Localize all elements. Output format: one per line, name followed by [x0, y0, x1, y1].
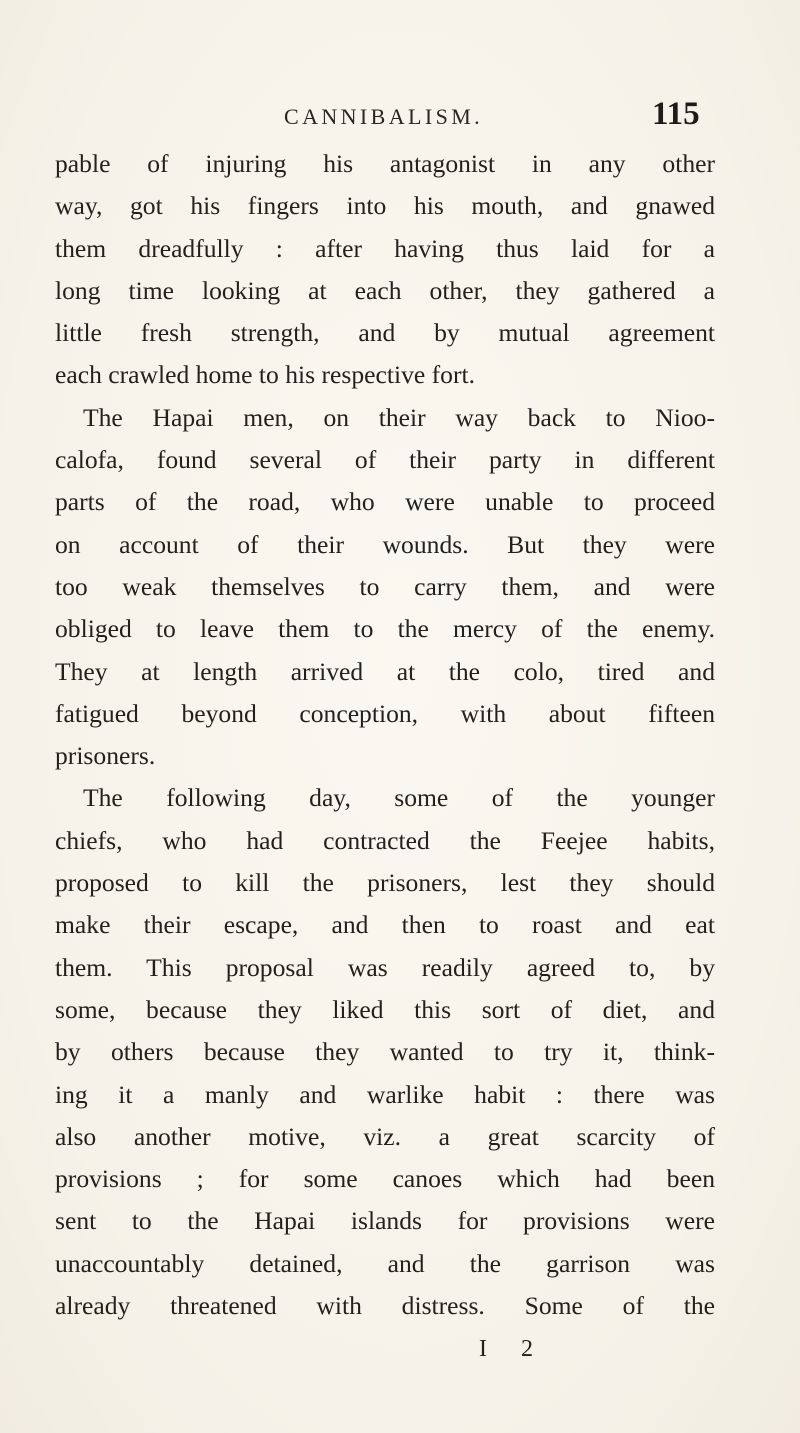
- text-line: by others because they wanted to try it, think-: [55, 1037, 715, 1067]
- text-line: pable of injuring his antagonist in any other: [55, 149, 715, 178]
- text-line: The Hapai men, on their way back to Nioo-: [83, 402, 715, 432]
- running-title: CANNIBALISM.: [284, 104, 484, 129]
- text-line: They at length arrived at the colo, tired and: [55, 656, 715, 686]
- text-line: fatigued beyond conception, with about fifteen: [55, 698, 715, 728]
- text-line: parts of the road, who were unable to proceed: [55, 487, 715, 517]
- signature-mark: I 2: [479, 1336, 547, 1362]
- text-line: provisions ; for some canoes which had been: [55, 1164, 715, 1194]
- text-line: each crawled home to his respective fort.: [55, 360, 475, 390]
- text-line: already threatened with distress. Some of the: [55, 1291, 715, 1321]
- text-line: long time looking at each other, they gathered a: [55, 275, 715, 305]
- text-line: proposed to kill the prisoners, lest they should: [55, 868, 715, 898]
- text-line: way, got his fingers into his mouth, and gnawed: [55, 191, 715, 221]
- text-line: them. This proposal was readily agreed to, by: [55, 952, 715, 982]
- text-line: also another motive, viz. a great scarcity of: [55, 1121, 715, 1151]
- text-line: sent to the Hapai islands for provisions were: [55, 1206, 715, 1236]
- text-line: make their escape, and then to roast and eat: [55, 910, 715, 940]
- text-line: calofa, found several of their party in different: [55, 445, 715, 475]
- text-line: little fresh strength, and by mutual agreement: [55, 318, 715, 348]
- body-text: [55, 143, 715, 1327]
- running-head: [0, 96, 800, 140]
- text-line: chiefs, who had contracted the Feejee habits,: [55, 825, 715, 855]
- text-line: The following day, some of the younger: [83, 783, 715, 813]
- text-line: them dreadfully : after having thus laid for a: [55, 233, 715, 263]
- text-line: on account of their wounds. But they were: [55, 529, 715, 559]
- page-number: 115: [652, 96, 700, 132]
- text-line: ing it a manly and warlike habit : there was: [55, 1079, 715, 1109]
- text-line: too weak themselves to carry them, and were: [55, 571, 715, 601]
- text-line: prisoners.: [55, 741, 156, 771]
- text-line: some, because they liked this sort of diet, and: [55, 994, 715, 1024]
- text-line: unaccountably detained, and the garrison was: [55, 1248, 715, 1278]
- text-line: obliged to leave them to the mercy of the enemy.: [55, 614, 715, 644]
